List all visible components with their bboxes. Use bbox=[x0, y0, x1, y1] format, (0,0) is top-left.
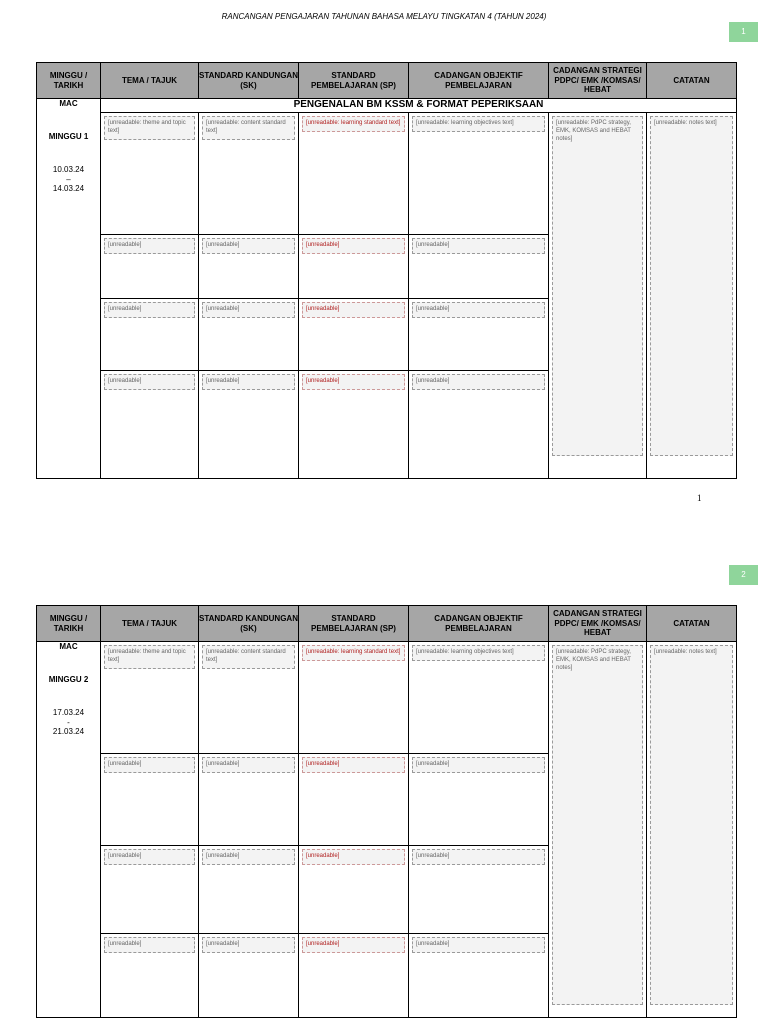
sk-placeholder: [unreadable: content standard text] bbox=[202, 116, 295, 140]
topic-cell bbox=[101, 846, 199, 934]
topic-placeholder: [unreadable: theme and topic text] bbox=[104, 645, 195, 669]
topic-placeholder: [unreadable] bbox=[104, 937, 195, 953]
objectives-placeholder: [unreadable] bbox=[412, 757, 545, 773]
header-week: MINGGU / TARIKH bbox=[37, 63, 101, 99]
week-start-date: 10.03.24 bbox=[52, 165, 85, 175]
plan-table-page-2 bbox=[36, 605, 737, 1018]
objectives-placeholder: [unreadable] bbox=[412, 302, 545, 318]
topic-placeholder: [unreadable] bbox=[104, 374, 195, 390]
topic-cell bbox=[101, 934, 199, 1018]
objectives-cell bbox=[409, 299, 549, 371]
sp-placeholder: [unreadable: learning standard text] bbox=[302, 116, 405, 132]
header-sk: STANDARD KANDUNGAN (SK) bbox=[199, 606, 299, 642]
sp-placeholder: [unreadable] bbox=[302, 849, 405, 865]
objectives-cell bbox=[409, 754, 549, 846]
header-sk: STANDARD KANDUNGAN (SK) bbox=[199, 63, 299, 99]
week-date-separator: - bbox=[67, 717, 70, 727]
strategy-placeholder: [unreadable: PdPC strategy, EMK, KOMSAS and HEBAT notes] bbox=[552, 116, 643, 456]
sp-cell bbox=[299, 934, 409, 1018]
sp-placeholder: [unreadable] bbox=[302, 302, 405, 318]
plan-table-page-1 bbox=[36, 62, 737, 479]
section-banner: PENGENALAN BM KSSM & FORMAT PEPERIKSAAN bbox=[101, 99, 737, 113]
sk-placeholder: [unreadable] bbox=[202, 849, 295, 865]
sk-placeholder: [unreadable] bbox=[202, 374, 295, 390]
sk-cell bbox=[199, 934, 299, 1018]
header-strategy: CADANGAN STRATEGI PDPC/ EMK /KOMSAS/ HEBAT bbox=[549, 606, 647, 642]
notes-placeholder: [unreadable: notes text] bbox=[650, 116, 733, 456]
week-month: MAC bbox=[59, 642, 78, 651]
notes-cell bbox=[647, 113, 737, 479]
objectives-placeholder: [unreadable: learning objectives text] bbox=[412, 645, 545, 661]
week-cell-2 bbox=[37, 642, 101, 1018]
week-end-date: 21.03.24 bbox=[52, 726, 85, 736]
notes-cell bbox=[647, 642, 737, 1018]
sp-placeholder: [unreadable] bbox=[302, 937, 405, 953]
header-objectives: CADANGAN OBJEKTIF PEMBELAJARAN bbox=[409, 606, 549, 642]
topic-cell bbox=[101, 299, 199, 371]
sp-cell bbox=[299, 371, 409, 479]
objectives-cell bbox=[409, 846, 549, 934]
sp-placeholder: [unreadable] bbox=[302, 238, 405, 254]
header-sp: STANDARD PEMBELAJARAN (SP) bbox=[299, 63, 409, 99]
sk-placeholder: [unreadable] bbox=[202, 238, 295, 254]
document-title: RANCANGAN PENGAJARAN TAHUNAN BAHASA MELAYU TINGKATAN 4 (TAHUN 2024) bbox=[221, 12, 547, 21]
topic-placeholder: [unreadable] bbox=[104, 302, 195, 318]
sp-cell bbox=[299, 642, 409, 754]
sp-placeholder: [unreadable] bbox=[302, 374, 405, 390]
objectives-placeholder: [unreadable] bbox=[412, 937, 545, 953]
objectives-placeholder: [unreadable] bbox=[412, 238, 545, 254]
sp-cell bbox=[299, 846, 409, 934]
sp-placeholder: [unreadable: learning standard text] bbox=[302, 645, 405, 661]
objectives-cell bbox=[409, 235, 549, 299]
sp-cell bbox=[299, 754, 409, 846]
header-strategy: CADANGAN STRATEGI PDPC/ EMK /KOMSAS/ HEBAT bbox=[549, 63, 647, 99]
sp-cell bbox=[299, 299, 409, 371]
sk-placeholder: [unreadable] bbox=[202, 757, 295, 773]
header-objectives: CADANGAN OBJEKTIF PEMBELAJARAN bbox=[409, 63, 549, 99]
topic-placeholder: [unreadable] bbox=[104, 757, 195, 773]
week-end-date: 14.03.24 bbox=[52, 183, 85, 193]
header-sp: STANDARD PEMBELAJARAN (SP) bbox=[299, 606, 409, 642]
sk-placeholder: [unreadable] bbox=[202, 937, 295, 953]
sk-cell bbox=[199, 235, 299, 299]
topic-placeholder: [unreadable] bbox=[104, 238, 195, 254]
sk-cell bbox=[199, 113, 299, 235]
strategy-placeholder: [unreadable: PdPC strategy, EMK, KOMSAS and HEBAT notes] bbox=[552, 645, 643, 1005]
topic-cell bbox=[101, 754, 199, 846]
header-topic: TEMA / TAJUK bbox=[101, 606, 199, 642]
week-month: MAC bbox=[59, 99, 78, 108]
topic-placeholder: [unreadable] bbox=[104, 849, 195, 865]
sk-cell bbox=[199, 754, 299, 846]
week-label: MINGGU 1 bbox=[48, 132, 89, 142]
strategy-cell bbox=[549, 113, 647, 479]
sk-cell bbox=[199, 642, 299, 754]
topic-cell bbox=[101, 371, 199, 479]
topic-cell bbox=[101, 235, 199, 299]
objectives-cell bbox=[409, 934, 549, 1018]
sk-cell bbox=[199, 371, 299, 479]
week-cell-1 bbox=[37, 99, 101, 479]
sk-cell bbox=[199, 846, 299, 934]
objectives-placeholder: [unreadable] bbox=[412, 849, 545, 865]
week-date-separator: – bbox=[66, 174, 71, 184]
objectives-cell bbox=[409, 642, 549, 754]
page-badge-1: 1 bbox=[729, 22, 758, 42]
sp-placeholder: [unreadable] bbox=[302, 757, 405, 773]
strategy-cell bbox=[549, 642, 647, 1018]
topic-cell bbox=[101, 642, 199, 754]
objectives-cell bbox=[409, 371, 549, 479]
week-label: MINGGU 2 bbox=[48, 675, 89, 685]
header-notes: CATATAN bbox=[647, 63, 737, 99]
week-start-date: 17.03.24 bbox=[52, 708, 85, 718]
sp-cell bbox=[299, 113, 409, 235]
header-topic: TEMA / TAJUK bbox=[101, 63, 199, 99]
page-number-1: 1 bbox=[697, 493, 702, 503]
header-week: MINGGU / TARIKH bbox=[37, 606, 101, 642]
page-badge-2: 2 bbox=[729, 565, 758, 585]
topic-placeholder: [unreadable: theme and topic text] bbox=[104, 116, 195, 140]
sk-cell bbox=[199, 299, 299, 371]
sk-placeholder: [unreadable: content standard text] bbox=[202, 645, 295, 669]
objectives-placeholder: [unreadable: learning objectives text] bbox=[412, 116, 545, 132]
sp-cell bbox=[299, 235, 409, 299]
objectives-cell bbox=[409, 113, 549, 235]
topic-cell bbox=[101, 113, 199, 235]
notes-placeholder: [unreadable: notes text] bbox=[650, 645, 733, 1005]
sk-placeholder: [unreadable] bbox=[202, 302, 295, 318]
header-notes: CATATAN bbox=[647, 606, 737, 642]
objectives-placeholder: [unreadable] bbox=[412, 374, 545, 390]
